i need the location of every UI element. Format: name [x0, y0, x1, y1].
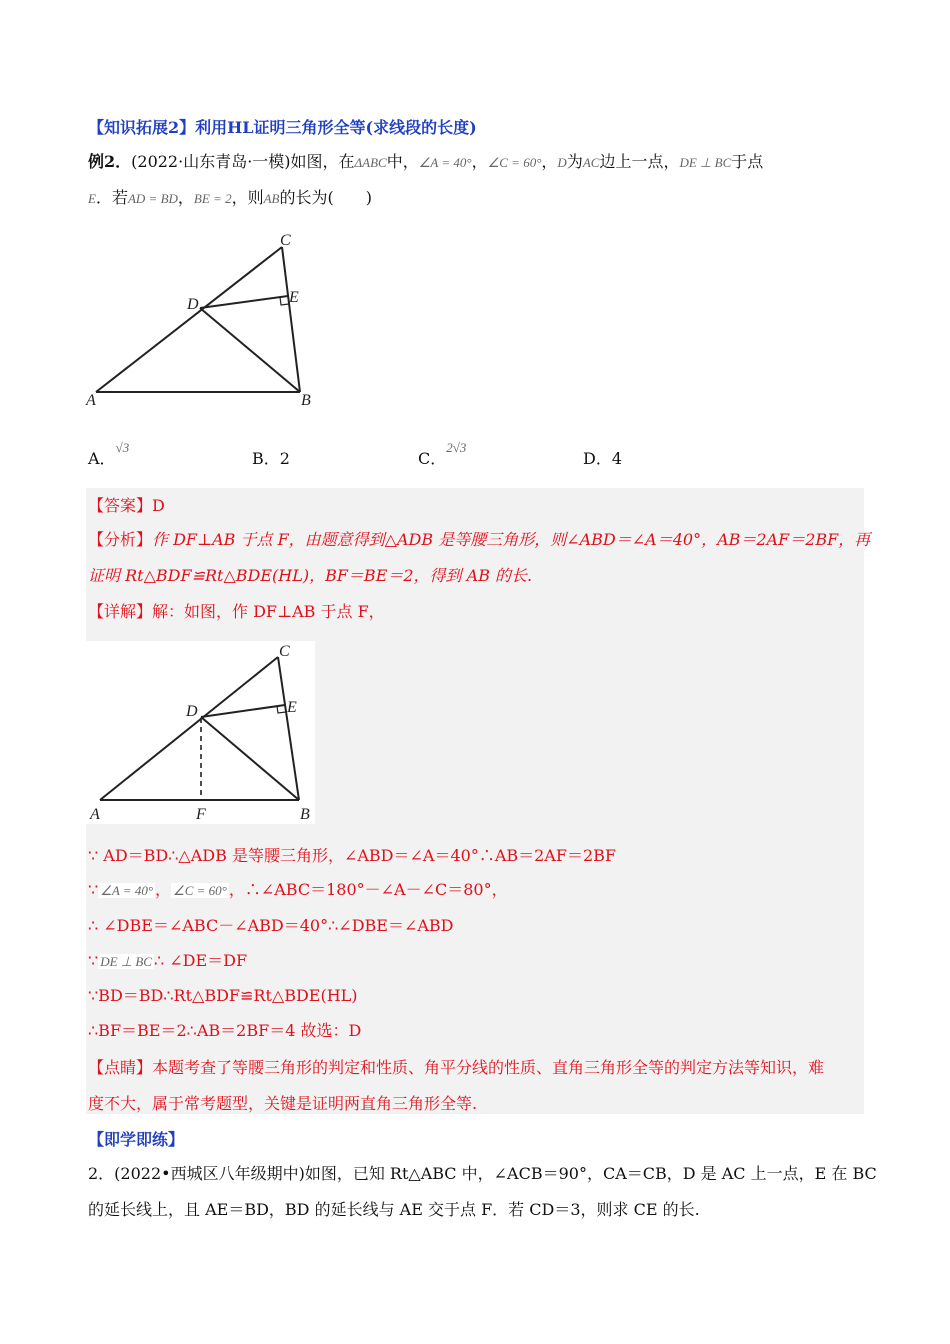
stem-text: ， [541, 152, 558, 171]
comment-text: 本题考查了等腰三角形的判定和性质、角平分线的性质、直角三角形全等的判定方法等知识，难 [152, 1058, 825, 1077]
choice-letter: D． [583, 449, 612, 468]
analysis-tag: 【分析】 [88, 530, 153, 549]
label-d: D [187, 296, 199, 313]
formula-d: D [557, 155, 567, 170]
label-d: D [186, 703, 198, 720]
segment-de [200, 296, 288, 308]
triangle-figure-with-f [86, 641, 315, 824]
practice-line-1: 2．(2022•西城区八年级期中)如图，已知 Rt△ABC 中，∠ACB＝90°，CA＝CB，D 是 AC 上一点，E 在 BC [88, 1164, 877, 1183]
proof-step-1: ∵ AD＝BD∴△ADB 是等腰三角形，∠ABD＝∠A＝40°∴AB＝2AF＝2BF [88, 846, 617, 865]
detail-intro-line [88, 602, 385, 622]
label-a: A [90, 806, 100, 823]
label-c: C [280, 232, 291, 249]
detail-tag: 【详解】 [88, 602, 153, 621]
analysis-text: 作 DF⊥AB 于点 F，由题意得到△ADB 是等腰三角形，则∠ABD＝∠A＝40°，AB＝2AF＝2BF，再 [152, 530, 871, 549]
segment-ac [96, 247, 282, 392]
stem-text: 边上一点， [599, 152, 680, 171]
segment-ac [100, 657, 278, 800]
stem-text: 的长为( ) [279, 188, 372, 207]
proof-step-2 [88, 880, 508, 901]
formula-angle-c: ∠C = 60° [487, 155, 542, 170]
choice-value: 2√3 [446, 440, 467, 455]
example-source: (2022·山东青岛·一模) [131, 152, 291, 171]
choice-d [583, 446, 622, 469]
formula-angle-a: ∠A = 40° [100, 883, 154, 898]
formula-e: E [88, 191, 96, 206]
comment-line-2: 度不大，属于常考题型，关键是证明两直角三角形全等. [88, 1094, 478, 1113]
proof-step-5: ∵BD＝BD∴Rt△BDF≌Rt△BDE(HL) [88, 986, 358, 1005]
example-label: 例2． [88, 152, 132, 171]
stem-text: 如图，在 [290, 152, 355, 171]
stem-text: ， [471, 152, 488, 171]
proof-step-4 [88, 951, 247, 972]
label-e: E [289, 289, 299, 306]
choice-b [252, 446, 290, 469]
segment-cb [278, 657, 299, 800]
label-c: C [279, 643, 290, 660]
because-symbol: ∵ [88, 951, 99, 970]
detail-intro: 解：如图，作 DF⊥AB 于点 F， [152, 602, 385, 621]
label-a: A [86, 392, 96, 409]
choice-value: 4 [611, 449, 623, 468]
choice-c [418, 440, 467, 469]
example-stem-line-1 [88, 152, 763, 173]
segment-cb [282, 247, 300, 392]
choice-letter: C． [418, 449, 447, 468]
stem-text: ， [177, 188, 194, 207]
comment-line-1 [88, 1058, 824, 1078]
label-e: E [287, 699, 297, 716]
comment-tag: 【点睛】 [88, 1058, 153, 1077]
practice-title: 【即学即练】 [88, 1130, 185, 1149]
proof-step-3: ∴ ∠DBE＝∠ABC－∠ABD＝40°∴∠DBE＝∠ABD [88, 916, 454, 935]
proof-step-6: ∴BF＝BE＝2∴AB＝2BF＝4 故选：D [88, 1021, 362, 1040]
analysis-line-2: 证明 Rt△BDF≌Rt△BDE(HL)，BF＝BE＝2，得到 AB 的长. [88, 566, 533, 585]
triangle-figure [80, 225, 330, 415]
answer-value: D [152, 496, 165, 515]
formula-angle-c: ∠C = 60° [173, 883, 227, 898]
stem-text: ．若 [95, 188, 128, 207]
proof-text: ∴ ∠DE＝DF [153, 951, 248, 970]
analysis-line-1 [88, 530, 870, 550]
label-f: F [196, 806, 206, 823]
formula-ad-eq-bd: AD = BD [127, 191, 178, 206]
choice-value: 2 [279, 449, 290, 468]
because-symbol: ∵ [88, 880, 99, 899]
formula-de-perp-bc: DE ⊥ BC [679, 155, 732, 170]
formula-angle-a: ∠A = 40° [418, 155, 472, 170]
proof-text: ，∴∠ABC＝180°－∠A－∠C＝80°， [228, 880, 508, 899]
segment-db [201, 717, 299, 800]
answer-tag: 【答案】 [88, 496, 153, 515]
formula-ac: AC [582, 155, 600, 170]
formula-triangle-abc: ΔABC [354, 155, 387, 170]
choice-a [88, 440, 130, 469]
label-b: B [300, 806, 310, 823]
label-b: B [301, 392, 311, 409]
stem-text: 中， [386, 152, 419, 171]
choice-letter: A． [88, 449, 116, 468]
stem-text: ，则 [231, 188, 264, 207]
formula-be-eq-2: BE = 2 [193, 191, 232, 206]
segment-db [200, 308, 300, 392]
stem-text: 为 [566, 152, 583, 171]
practice-line-2: 的延长线上，且 AE＝BD，BD 的延长线与 AE 交于点 F．若 CD＝3，则求 CE 的长. [88, 1200, 700, 1219]
stem-text: 于点 [731, 152, 764, 171]
proof-text: ， [155, 880, 172, 899]
segment-de [201, 705, 285, 717]
answer-line [88, 496, 165, 516]
choice-letter: B． [252, 449, 280, 468]
formula-de-perp-bc: DE ⊥ BC [100, 954, 152, 969]
choice-value: √3 [115, 440, 130, 455]
section-title: 【知识拓展2】利用HL证明三角形全等(求线段的长度) [88, 118, 477, 137]
example-stem-line-2 [88, 188, 372, 209]
formula-ab: AB [263, 191, 280, 206]
